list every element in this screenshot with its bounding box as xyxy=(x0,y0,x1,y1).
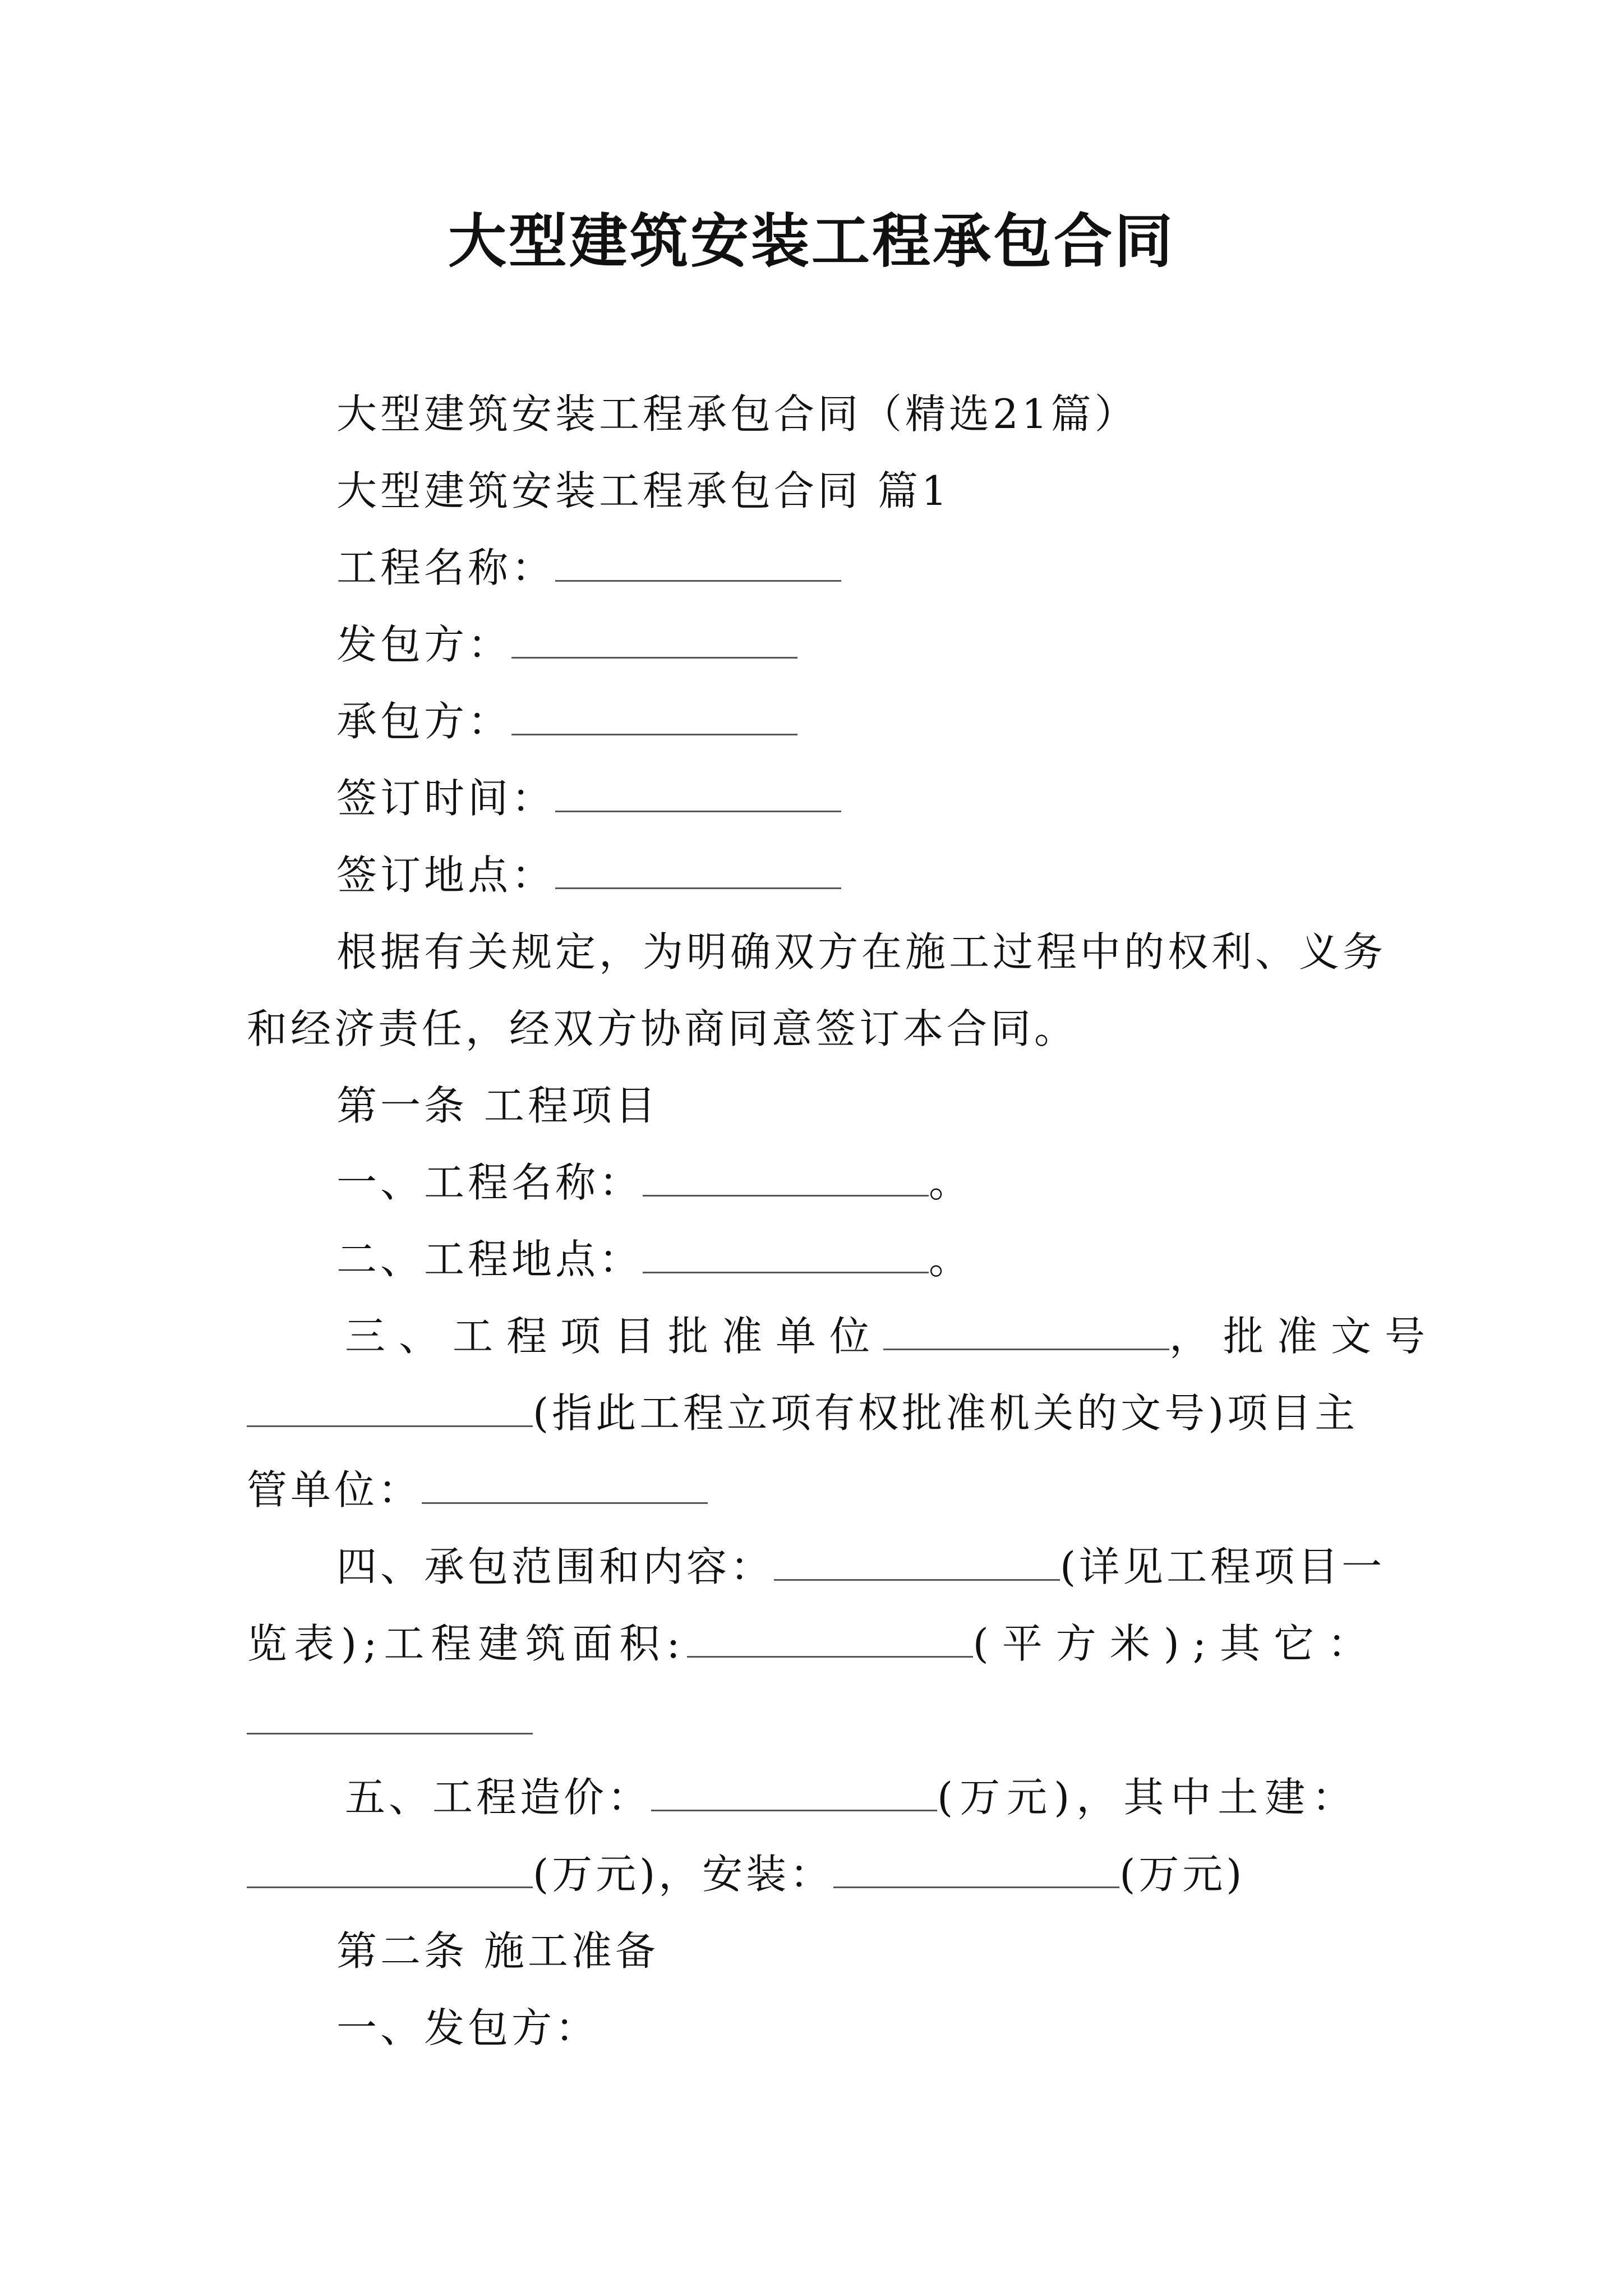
blank-line xyxy=(643,1238,929,1273)
article1-item3-line1 xyxy=(247,1298,1439,1375)
field-label: 工程名称： xyxy=(336,544,556,591)
field-label: 签订时间： xyxy=(336,775,556,822)
item-text: 览表);工程建筑面积: xyxy=(247,1620,687,1667)
field-label: 签订地点： xyxy=(336,852,556,899)
document-subtitle: 大型建筑安装工程承包合同（精选21篇） xyxy=(336,390,1138,438)
item-text: 三、工程项目批准单位 xyxy=(345,1313,884,1360)
field-sign-place xyxy=(247,837,1391,914)
item-text: (万元)，其中土建： xyxy=(937,1774,1359,1821)
article1-item2 xyxy=(247,1221,1391,1298)
blank-line xyxy=(555,777,841,812)
blank-line xyxy=(511,623,797,659)
preamble-paragraph: 根据有关规定，为明确双方在施工过程中的权利、义务和经济责任，经双方协商同意签订本合同。 xyxy=(247,928,1387,1052)
blank-line xyxy=(651,1776,937,1811)
item-text: ，批准文号 xyxy=(1169,1313,1439,1360)
article2-item1: 一、发包方： xyxy=(336,2004,600,2051)
blank-line xyxy=(555,546,841,582)
item-text: (万元)，安装： xyxy=(533,1851,834,1898)
article1-item4-line1 xyxy=(247,1529,1391,1605)
blank-line xyxy=(883,1315,1169,1350)
item-label: 二、工程地点： xyxy=(336,1236,643,1283)
blank-line xyxy=(422,1469,708,1504)
field-project-name xyxy=(247,530,1391,606)
item-label: 一、工程名称： xyxy=(336,1159,643,1206)
field-label: 发包方： xyxy=(336,621,512,668)
item-text: (万元) xyxy=(1119,1851,1246,1898)
article1-item4-line3 xyxy=(247,1682,1391,1759)
document-body xyxy=(247,376,1439,2067)
article1-item3-line3 xyxy=(247,1452,1391,1529)
article1-item5-line2 xyxy=(247,1836,1391,1913)
item-text: (详见工程项目一 xyxy=(1060,1543,1386,1590)
blank-line xyxy=(555,854,841,889)
blank-line xyxy=(774,1545,1060,1581)
item-text: (指此工程立项有权批准机关的文号)项目主 xyxy=(533,1389,1359,1437)
article2-heading: 第二条 施工准备 xyxy=(336,1927,659,1975)
section-heading: 大型建筑安装工程承包合同 篇1 xyxy=(336,467,951,514)
field-label: 承包方： xyxy=(336,698,512,745)
blank-line xyxy=(833,1853,1119,1888)
article1-item1 xyxy=(247,1144,1391,1221)
blank-line xyxy=(511,700,797,735)
item-tail: 。 xyxy=(929,1236,973,1283)
item-tail: 。 xyxy=(929,1159,973,1206)
document-title: 大型建筑安装工程承包合同 xyxy=(448,206,1175,275)
article1-item4-line2 xyxy=(247,1605,1391,1682)
article1-heading: 第一条 工程项目 xyxy=(336,1082,659,1129)
blank-line xyxy=(643,1161,929,1197)
field-employer xyxy=(247,606,1391,683)
blank-line xyxy=(247,1392,533,1427)
field-sign-time xyxy=(247,760,1391,837)
item-text: 四、承包范围和内容： xyxy=(336,1543,774,1590)
item-text: (平方米);其它： xyxy=(972,1620,1382,1667)
blank-line xyxy=(247,1699,533,1734)
blank-line xyxy=(687,1622,973,1658)
item-text: 管单位： xyxy=(247,1466,422,1513)
blank-line xyxy=(247,1853,533,1888)
item-text: 五、工程造价： xyxy=(345,1774,652,1821)
article1-item5-line1 xyxy=(247,1759,1391,1836)
article1-item3-line2 xyxy=(247,1375,1391,1452)
field-contractor xyxy=(247,683,1391,760)
